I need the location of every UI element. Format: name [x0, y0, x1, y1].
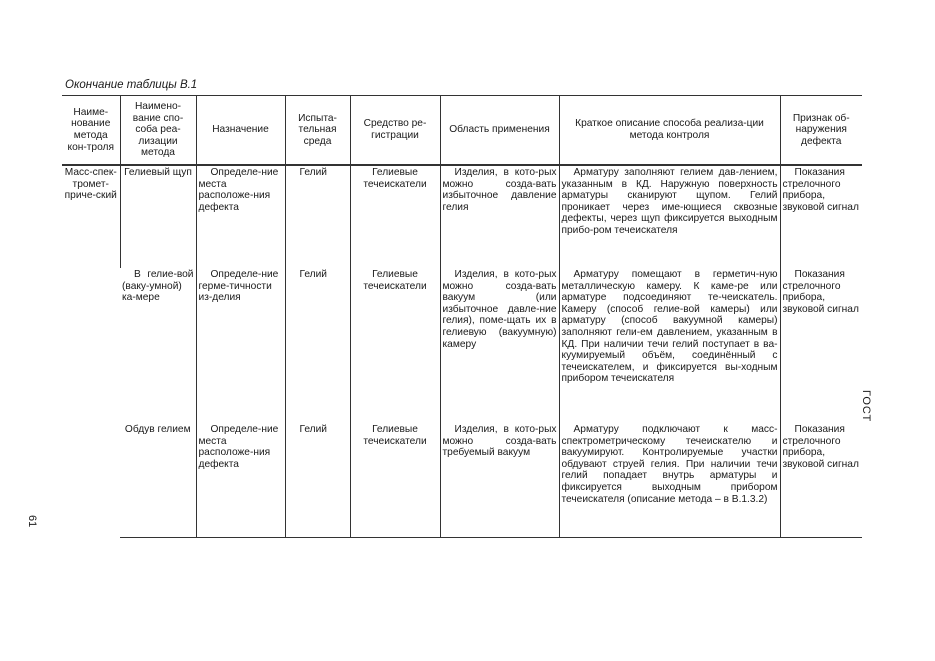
area-cell: Изделия, в кото-рых можно созда-вать избыточное давление гелия	[440, 165, 559, 268]
medium-cell: Гелий	[285, 423, 350, 537]
header-medium: Испыта-тельная среда	[285, 96, 350, 166]
table-row	[62, 423, 862, 537]
area-cell: Изделия, в кото-рых можно созда-вать требуемый вакуум	[440, 423, 559, 537]
way-cell: Гелиевый щуп	[120, 165, 196, 268]
purpose-cell: Определе-ние герме-тичности из-делия	[196, 268, 285, 423]
sign-cell: Показания стрелочного прибора, звуковой сигнал	[780, 268, 862, 423]
medium-cell: Гелий	[285, 165, 350, 268]
table-caption: Окончание таблицы В.1	[65, 79, 198, 91]
purpose-cell: Определе-ние места расположе-ния дефекта	[196, 423, 285, 537]
way-cell: Обдув гелием	[120, 423, 196, 537]
page-number: 61	[26, 515, 38, 528]
header-row	[62, 96, 862, 166]
header-method: Наиме-нование метода кон-троля	[62, 96, 120, 166]
side-label-gost: ГОСТ	[860, 390, 872, 423]
table-row	[62, 268, 862, 423]
sign-cell: Показания стрелочного прибора, звуковой сигнал	[780, 423, 862, 537]
methods-table	[62, 95, 862, 538]
header-description: Краткое описание способа реализа-ции метода контроля	[559, 96, 780, 166]
sign-cell: Показания стрелочного прибора, звуковой сигнал	[780, 165, 862, 268]
header-purpose: Назначение	[196, 96, 285, 166]
tool-cell: Гелиевые течеискатели	[350, 165, 440, 268]
header-area: Область применения	[440, 96, 559, 166]
header-tool: Средство ре-гистрации	[350, 96, 440, 166]
method-name-cell: Масс-спек-тромет-приче-ский	[64, 167, 117, 202]
tool-cell: Гелиевые течеискатели	[350, 423, 440, 537]
description-cell: Арматуру подключают к масс-спектрометрическому течеискателю и вакуумируют. Контролируемые участки обдувают струей гелия. При наличии течи гелий попадает внутрь арматуры и фиксируется выходным прибором течеискателя (описание метода – в В.1.3.2)	[559, 423, 780, 537]
medium-cell: Гелий	[285, 268, 350, 423]
area-cell: Изделия, в кото-рых можно созда-вать вакуум (или избыточное давле-ние гелия), поме-щать их в гелиевую (вакуумную) камеру	[440, 268, 559, 423]
header-sign: Признак об-наружения дефекта	[780, 96, 862, 166]
description-cell: Арматуру заполняют гелием дав-лением, указанным в КД. Наружную поверхность арматуры сканируют щупом. Гелий проникает через име-ющиеся сквозные дефекты, через щуп фиксируется выходным прибо-ром течеискателя	[559, 165, 780, 268]
way-cell: В гелие-вой (ваку-умной) ка-мере	[122, 269, 194, 304]
tool-cell: Гелиевые течеискатели	[350, 268, 440, 423]
table-row	[62, 165, 862, 268]
description-cell: Арматуру помещают в герметич-ную металлическую камеру. К каме-ре или арматуре подсоединяют те-чеискатель. Камеру (способ гелие-вой камеры) или арматуру (способ вакуумной камеры) заполняют гели-ем давлением, указанным в КД. При наличии течи гелий поступает в ва-куумируемый объём, соединённый с течеискателем, и фиксируется вы-ходным прибором течеискателя	[559, 268, 780, 423]
header-way: Наимено-вание спо-соба реа-лизации метода	[120, 96, 196, 166]
purpose-cell: Определе-ние места расположе-ния дефекта	[196, 165, 285, 268]
